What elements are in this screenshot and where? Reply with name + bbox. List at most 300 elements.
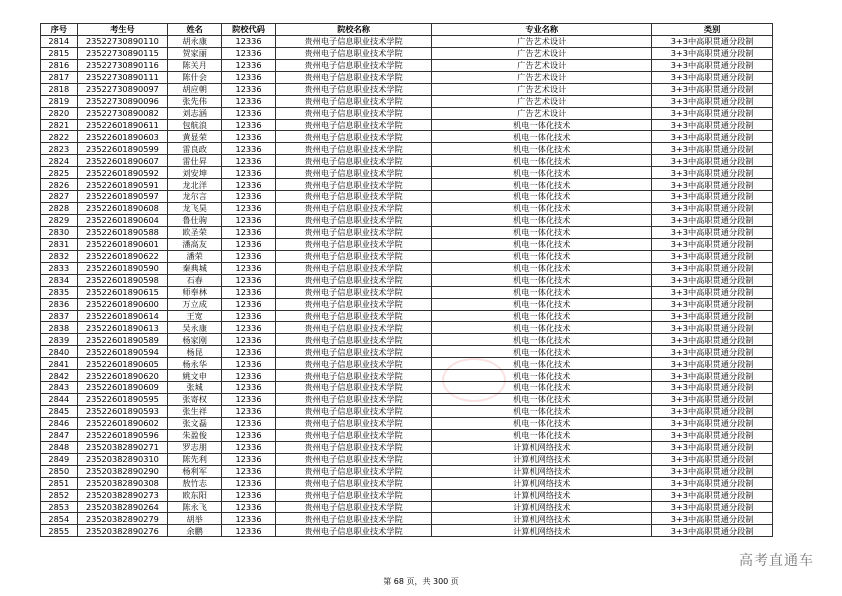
cell-school-name: 贵州电子信息职业技术学院 (275, 382, 431, 394)
table-row (41, 143, 773, 155)
cell-exam-number: 23522601890599 (77, 143, 168, 155)
cell-major: 计算机网络技术 (432, 489, 652, 501)
cell-exam-number: 23522601890615 (77, 286, 168, 298)
cell-category: 3+3中高职贯通分段制 (652, 191, 773, 203)
brand-watermark: 高考直通车 (739, 553, 814, 569)
cell-school-code: 12336 (222, 501, 276, 513)
cell-major: 机电一体化技术 (432, 155, 652, 167)
cell-seq: 2820 (41, 107, 78, 119)
cell-exam-number: 23520382890264 (77, 501, 168, 513)
cell-category: 3+3中高职贯通分段制 (652, 215, 773, 227)
cell-school-name: 贵州电子信息职业技术学院 (275, 441, 431, 453)
cell-major: 机电一体化技术 (432, 226, 652, 238)
table-row (41, 179, 773, 191)
cell-school-code: 12336 (222, 477, 276, 489)
cell-school-code: 12336 (222, 429, 276, 441)
table-row (41, 525, 773, 537)
cell-school-code: 12336 (222, 238, 276, 250)
cell-school-name: 贵州电子信息职业技术学院 (275, 453, 431, 465)
cell-name: 朱盈俊 (168, 429, 222, 441)
cell-major: 机电一体化技术 (432, 179, 652, 191)
cell-exam-number: 23522601890611 (77, 119, 168, 131)
table-row (41, 453, 773, 465)
cell-name: 石春 (168, 274, 222, 286)
cell-name: 陈先利 (168, 453, 222, 465)
cell-school-code: 12336 (222, 191, 276, 203)
table-row (41, 370, 773, 382)
cell-exam-number: 23522601890596 (77, 429, 168, 441)
cell-major: 广告艺术设计 (432, 35, 652, 47)
cell-category: 3+3中高职贯通分段制 (652, 167, 773, 179)
cell-exam-number: 23522601890605 (77, 358, 168, 370)
table-row (41, 35, 773, 47)
cell-school-name: 贵州电子信息职业技术学院 (275, 179, 431, 191)
cell-school-code: 12336 (222, 35, 276, 47)
cell-school-name: 贵州电子信息职业技术学院 (275, 286, 431, 298)
cell-major: 机电一体化技术 (432, 143, 652, 155)
cell-seq: 2824 (41, 155, 78, 167)
cell-exam-number: 23522730890116 (77, 59, 168, 71)
table-row (41, 215, 773, 227)
cell-category: 3+3中高职贯通分段制 (652, 298, 773, 310)
cell-major: 机电一体化技术 (432, 167, 652, 179)
cell-school-name: 贵州电子信息职业技术学院 (275, 35, 431, 47)
cell-name: 陈关月 (168, 59, 222, 71)
cell-category: 3+3中高职贯通分段制 (652, 513, 773, 525)
table-row (41, 382, 773, 394)
cell-school-code: 12336 (222, 262, 276, 274)
cell-seq: 2850 (41, 465, 78, 477)
table-row (41, 155, 773, 167)
cell-seq: 2843 (41, 382, 78, 394)
cell-category: 3+3中高职贯通分段制 (652, 107, 773, 119)
cell-seq: 2822 (41, 131, 78, 143)
cell-school-name: 贵州电子信息职业技术学院 (275, 429, 431, 441)
cell-exam-number: 23522601890603 (77, 131, 168, 143)
cell-exam-number: 23522601890614 (77, 310, 168, 322)
table-row (41, 501, 773, 513)
cell-seq: 2845 (41, 406, 78, 418)
cell-major: 机电一体化技术 (432, 286, 652, 298)
cell-seq: 2839 (41, 334, 78, 346)
cell-name: 姚文申 (168, 370, 222, 382)
cell-school-name: 贵州电子信息职业技术学院 (275, 226, 431, 238)
cell-name: 胡应朝 (168, 83, 222, 95)
cell-school-code: 12336 (222, 358, 276, 370)
cell-seq: 2838 (41, 322, 78, 334)
table-row (41, 441, 773, 453)
cell-name: 龙尔言 (168, 191, 222, 203)
header-school-name: 院校名称 (275, 24, 431, 36)
cell-name: 张先伟 (168, 95, 222, 107)
table-row (41, 298, 773, 310)
cell-school-name: 贵州电子信息职业技术学院 (275, 322, 431, 334)
table-row (41, 417, 773, 429)
cell-category: 3+3中高职贯通分段制 (652, 179, 773, 191)
cell-school-name: 贵州电子信息职业技术学院 (275, 131, 431, 143)
cell-major: 机电一体化技术 (432, 203, 652, 215)
cell-school-name: 贵州电子信息职业技术学院 (275, 83, 431, 95)
cell-school-name: 贵州电子信息职业技术学院 (275, 513, 431, 525)
cell-exam-number: 23522601890607 (77, 155, 168, 167)
cell-major: 计算机网络技术 (432, 441, 652, 453)
table-row (41, 71, 773, 83)
cell-category: 3+3中高职贯通分段制 (652, 95, 773, 107)
table-row (41, 262, 773, 274)
cell-major: 计算机网络技术 (432, 501, 652, 513)
cell-major: 机电一体化技术 (432, 191, 652, 203)
cell-exam-number: 23520382890271 (77, 441, 168, 453)
cell-name: 秦典城 (168, 262, 222, 274)
table-row (41, 406, 773, 418)
cell-school-name: 贵州电子信息职业技术学院 (275, 167, 431, 179)
table-row (41, 286, 773, 298)
cell-major: 机电一体化技术 (432, 334, 652, 346)
cell-school-code: 12336 (222, 274, 276, 286)
cell-school-name: 贵州电子信息职业技术学院 (275, 310, 431, 322)
cell-school-name: 贵州电子信息职业技术学院 (275, 274, 431, 286)
table-row (41, 47, 773, 59)
cell-seq: 2847 (41, 429, 78, 441)
cell-school-name: 贵州电子信息职业技术学院 (275, 250, 431, 262)
cell-school-code: 12336 (222, 489, 276, 501)
cell-name: 王宽 (168, 310, 222, 322)
cell-name: 黄显荣 (168, 131, 222, 143)
cell-name: 张文磊 (168, 417, 222, 429)
cell-school-code: 12336 (222, 59, 276, 71)
cell-school-code: 12336 (222, 453, 276, 465)
cell-category: 3+3中高职贯通分段制 (652, 250, 773, 262)
table-row (41, 310, 773, 322)
cell-category: 3+3中高职贯通分段制 (652, 394, 773, 406)
cell-category: 3+3中高职贯通分段制 (652, 226, 773, 238)
cell-school-code: 12336 (222, 119, 276, 131)
cell-seq: 2827 (41, 191, 78, 203)
cell-seq: 2840 (41, 346, 78, 358)
cell-school-name: 贵州电子信息职业技术学院 (275, 298, 431, 310)
cell-seq: 2854 (41, 513, 78, 525)
table-row (41, 83, 773, 95)
table-row (41, 119, 773, 131)
table-row (41, 429, 773, 441)
cell-school-code: 12336 (222, 215, 276, 227)
cell-school-code: 12336 (222, 370, 276, 382)
cell-seq: 2817 (41, 71, 78, 83)
cell-seq: 2831 (41, 238, 78, 250)
cell-seq: 2832 (41, 250, 78, 262)
table-row (41, 489, 773, 501)
table-row (41, 191, 773, 203)
cell-school-name: 贵州电子信息职业技术学院 (275, 238, 431, 250)
cell-exam-number: 23522601890588 (77, 226, 168, 238)
cell-school-name: 贵州电子信息职业技术学院 (275, 71, 431, 83)
cell-exam-number: 23522601890602 (77, 417, 168, 429)
cell-name: 张城 (168, 382, 222, 394)
cell-school-code: 12336 (222, 406, 276, 418)
cell-seq: 2852 (41, 489, 78, 501)
cell-school-code: 12336 (222, 334, 276, 346)
cell-category: 3+3中高职贯通分段制 (652, 358, 773, 370)
cell-major: 机电一体化技术 (432, 429, 652, 441)
table-row (41, 394, 773, 406)
cell-category: 3+3中高职贯通分段制 (652, 71, 773, 83)
cell-major: 机电一体化技术 (432, 274, 652, 286)
table-row (41, 238, 773, 250)
cell-exam-number: 23522601890591 (77, 179, 168, 191)
cell-school-name: 贵州电子信息职业技术学院 (275, 370, 431, 382)
cell-school-code: 12336 (222, 203, 276, 215)
cell-name: 鲁仕驹 (168, 215, 222, 227)
cell-name: 罗志朋 (168, 441, 222, 453)
cell-name: 刘安坤 (168, 167, 222, 179)
cell-school-name: 贵州电子信息职业技术学院 (275, 95, 431, 107)
cell-seq: 2828 (41, 203, 78, 215)
cell-school-code: 12336 (222, 83, 276, 95)
admission-table (40, 23, 773, 537)
cell-name: 刘志涵 (168, 107, 222, 119)
cell-category: 3+3中高职贯通分段制 (652, 59, 773, 71)
cell-name: 欧圣荣 (168, 226, 222, 238)
cell-school-code: 12336 (222, 226, 276, 238)
cell-name: 张寄权 (168, 394, 222, 406)
cell-seq: 2819 (41, 95, 78, 107)
cell-exam-number: 23520382890279 (77, 513, 168, 525)
cell-seq: 2844 (41, 394, 78, 406)
cell-name: 贺家丽 (168, 47, 222, 59)
cell-name: 杨家刚 (168, 334, 222, 346)
cell-school-code: 12336 (222, 525, 276, 537)
cell-major: 机电一体化技术 (432, 262, 652, 274)
cell-category: 3+3中高职贯通分段制 (652, 310, 773, 322)
cell-school-code: 12336 (222, 513, 276, 525)
cell-category: 3+3中高职贯通分段制 (652, 477, 773, 489)
cell-name: 龙飞昊 (168, 203, 222, 215)
table-body (41, 35, 773, 536)
cell-exam-number: 23522730890097 (77, 83, 168, 95)
cell-exam-number: 23522601890609 (77, 382, 168, 394)
cell-category: 3+3中高职贯通分段制 (652, 501, 773, 513)
cell-school-code: 12336 (222, 143, 276, 155)
cell-category: 3+3中高职贯通分段制 (652, 346, 773, 358)
cell-school-name: 贵州电子信息职业技术学院 (275, 501, 431, 513)
cell-category: 3+3中高职贯通分段制 (652, 238, 773, 250)
cell-category: 3+3中高职贯通分段制 (652, 286, 773, 298)
table-row (41, 131, 773, 143)
cell-name: 陈永飞 (168, 501, 222, 513)
cell-major: 计算机网络技术 (432, 465, 652, 477)
table-row (41, 322, 773, 334)
cell-major: 机电一体化技术 (432, 346, 652, 358)
cell-category: 3+3中高职贯通分段制 (652, 417, 773, 429)
table-row (41, 167, 773, 179)
cell-category: 3+3中高职贯通分段制 (652, 489, 773, 501)
header-school-code: 院校代码 (222, 24, 276, 36)
cell-school-name: 贵州电子信息职业技术学院 (275, 477, 431, 489)
table-row (41, 346, 773, 358)
cell-seq: 2821 (41, 119, 78, 131)
cell-seq: 2834 (41, 274, 78, 286)
cell-exam-number: 23522730890115 (77, 47, 168, 59)
cell-exam-number: 23522601890593 (77, 406, 168, 418)
cell-school-code: 12336 (222, 95, 276, 107)
cell-name: 杨利军 (168, 465, 222, 477)
table-row (41, 95, 773, 107)
cell-seq: 2842 (41, 370, 78, 382)
cell-category: 3+3中高职贯通分段制 (652, 155, 773, 167)
cell-school-name: 贵州电子信息职业技术学院 (275, 465, 431, 477)
cell-name: 潘荣 (168, 250, 222, 262)
cell-name: 欧东阳 (168, 489, 222, 501)
cell-school-code: 12336 (222, 382, 276, 394)
cell-name: 包航浪 (168, 119, 222, 131)
cell-exam-number: 23520382890290 (77, 465, 168, 477)
cell-exam-number: 23522601890597 (77, 191, 168, 203)
cell-school-name: 贵州电子信息职业技术学院 (275, 107, 431, 119)
cell-school-name: 贵州电子信息职业技术学院 (275, 489, 431, 501)
cell-exam-number: 23522730890111 (77, 71, 168, 83)
cell-school-name: 贵州电子信息职业技术学院 (275, 358, 431, 370)
cell-seq: 2815 (41, 47, 78, 59)
cell-category: 3+3中高职贯通分段制 (652, 131, 773, 143)
cell-school-code: 12336 (222, 298, 276, 310)
table-row (41, 107, 773, 119)
cell-school-code: 12336 (222, 322, 276, 334)
cell-school-name: 贵州电子信息职业技术学院 (275, 394, 431, 406)
cell-exam-number: 23522601890622 (77, 250, 168, 262)
cell-major: 机电一体化技术 (432, 298, 652, 310)
table-row (41, 477, 773, 489)
cell-category: 3+3中高职贯通分段制 (652, 370, 773, 382)
cell-name: 雷良政 (168, 143, 222, 155)
cell-seq: 2825 (41, 167, 78, 179)
cell-major: 机电一体化技术 (432, 250, 652, 262)
cell-major: 计算机网络技术 (432, 477, 652, 489)
cell-exam-number: 23522601890595 (77, 394, 168, 406)
table-row (41, 250, 773, 262)
cell-exam-number: 23520382890276 (77, 525, 168, 537)
cell-school-name: 贵州电子信息职业技术学院 (275, 47, 431, 59)
cell-major: 机电一体化技术 (432, 322, 652, 334)
table-row (41, 334, 773, 346)
cell-exam-number: 23520382890308 (77, 477, 168, 489)
cell-name: 敖竹志 (168, 477, 222, 489)
cell-school-code: 12336 (222, 47, 276, 59)
cell-exam-number: 23522601890589 (77, 334, 168, 346)
cell-seq: 2835 (41, 286, 78, 298)
cell-exam-number: 23522601890620 (77, 370, 168, 382)
cell-exam-number: 23522601890601 (77, 238, 168, 250)
header-category: 类别 (652, 24, 773, 36)
cell-school-code: 12336 (222, 310, 276, 322)
cell-name: 杨永华 (168, 358, 222, 370)
table-header-row (41, 24, 773, 36)
cell-major: 广告艺术设计 (432, 83, 652, 95)
header-seq: 序号 (41, 24, 78, 36)
cell-seq: 2849 (41, 453, 78, 465)
cell-exam-number: 23522601890613 (77, 322, 168, 334)
cell-name: 余鹏 (168, 525, 222, 537)
table-row (41, 513, 773, 525)
cell-category: 3+3中高职贯通分段制 (652, 429, 773, 441)
cell-category: 3+3中高职贯通分段制 (652, 262, 773, 274)
cell-major: 机电一体化技术 (432, 370, 652, 382)
cell-seq: 2853 (41, 501, 78, 513)
cell-major: 机电一体化技术 (432, 417, 652, 429)
cell-exam-number: 23520382890310 (77, 453, 168, 465)
cell-major: 机电一体化技术 (432, 215, 652, 227)
cell-school-name: 贵州电子信息职业技术学院 (275, 406, 431, 418)
cell-exam-number: 23522601890594 (77, 346, 168, 358)
cell-exam-number: 23522730890082 (77, 107, 168, 119)
cell-school-code: 12336 (222, 250, 276, 262)
header-major: 专业名称 (432, 24, 652, 36)
cell-school-name: 贵州电子信息职业技术学院 (275, 59, 431, 71)
cell-major: 计算机网络技术 (432, 525, 652, 537)
cell-category: 3+3中高职贯通分段制 (652, 83, 773, 95)
cell-exam-number: 23522601890600 (77, 298, 168, 310)
cell-major: 广告艺术设计 (432, 47, 652, 59)
cell-category: 3+3中高职贯通分段制 (652, 453, 773, 465)
cell-seq: 2826 (41, 179, 78, 191)
cell-name: 吴永康 (168, 322, 222, 334)
cell-school-name: 贵州电子信息职业技术学院 (275, 143, 431, 155)
table-row (41, 274, 773, 286)
cell-major: 广告艺术设计 (432, 71, 652, 83)
cell-major: 机电一体化技术 (432, 131, 652, 143)
cell-category: 3+3中高职贯通分段制 (652, 406, 773, 418)
cell-school-code: 12336 (222, 394, 276, 406)
cell-seq: 2837 (41, 310, 78, 322)
cell-school-name: 贵州电子信息职业技术学院 (275, 215, 431, 227)
cell-seq: 2829 (41, 215, 78, 227)
cell-seq: 2823 (41, 143, 78, 155)
cell-school-name: 贵州电子信息职业技术学院 (275, 525, 431, 537)
cell-name: 师奉林 (168, 286, 222, 298)
cell-exam-number: 23522601890590 (77, 262, 168, 274)
cell-seq: 2855 (41, 525, 78, 537)
cell-category: 3+3中高职贯通分段制 (652, 119, 773, 131)
table-row (41, 226, 773, 238)
cell-category: 3+3中高职贯通分段制 (652, 525, 773, 537)
cell-major: 机电一体化技术 (432, 238, 652, 250)
header-exam-number: 考生号 (77, 24, 168, 36)
cell-seq: 2816 (41, 59, 78, 71)
cell-name: 胡举 (168, 513, 222, 525)
cell-seq: 2841 (41, 358, 78, 370)
cell-category: 3+3中高职贯通分段制 (652, 47, 773, 59)
cell-category: 3+3中高职贯通分段制 (652, 35, 773, 47)
table-row (41, 59, 773, 71)
cell-school-code: 12336 (222, 286, 276, 298)
cell-category: 3+3中高职贯通分段制 (652, 441, 773, 453)
cell-category: 3+3中高职贯通分段制 (652, 382, 773, 394)
cell-category: 3+3中高职贯通分段制 (652, 334, 773, 346)
page-footer: 第 68 页，共 300 页 (383, 577, 459, 586)
cell-exam-number: 23522601890608 (77, 203, 168, 215)
cell-name: 张生祥 (168, 406, 222, 418)
cell-school-name: 贵州电子信息职业技术学院 (275, 191, 431, 203)
cell-name: 陈什会 (168, 71, 222, 83)
cell-major: 广告艺术设计 (432, 59, 652, 71)
cell-name: 龙北洋 (168, 179, 222, 191)
header-name: 姓名 (168, 24, 222, 36)
cell-seq: 2830 (41, 226, 78, 238)
cell-school-name: 贵州电子信息职业技术学院 (275, 203, 431, 215)
cell-exam-number: 23522730890110 (77, 35, 168, 47)
cell-school-code: 12336 (222, 131, 276, 143)
cell-school-name: 贵州电子信息职业技术学院 (275, 155, 431, 167)
cell-school-code: 12336 (222, 346, 276, 358)
